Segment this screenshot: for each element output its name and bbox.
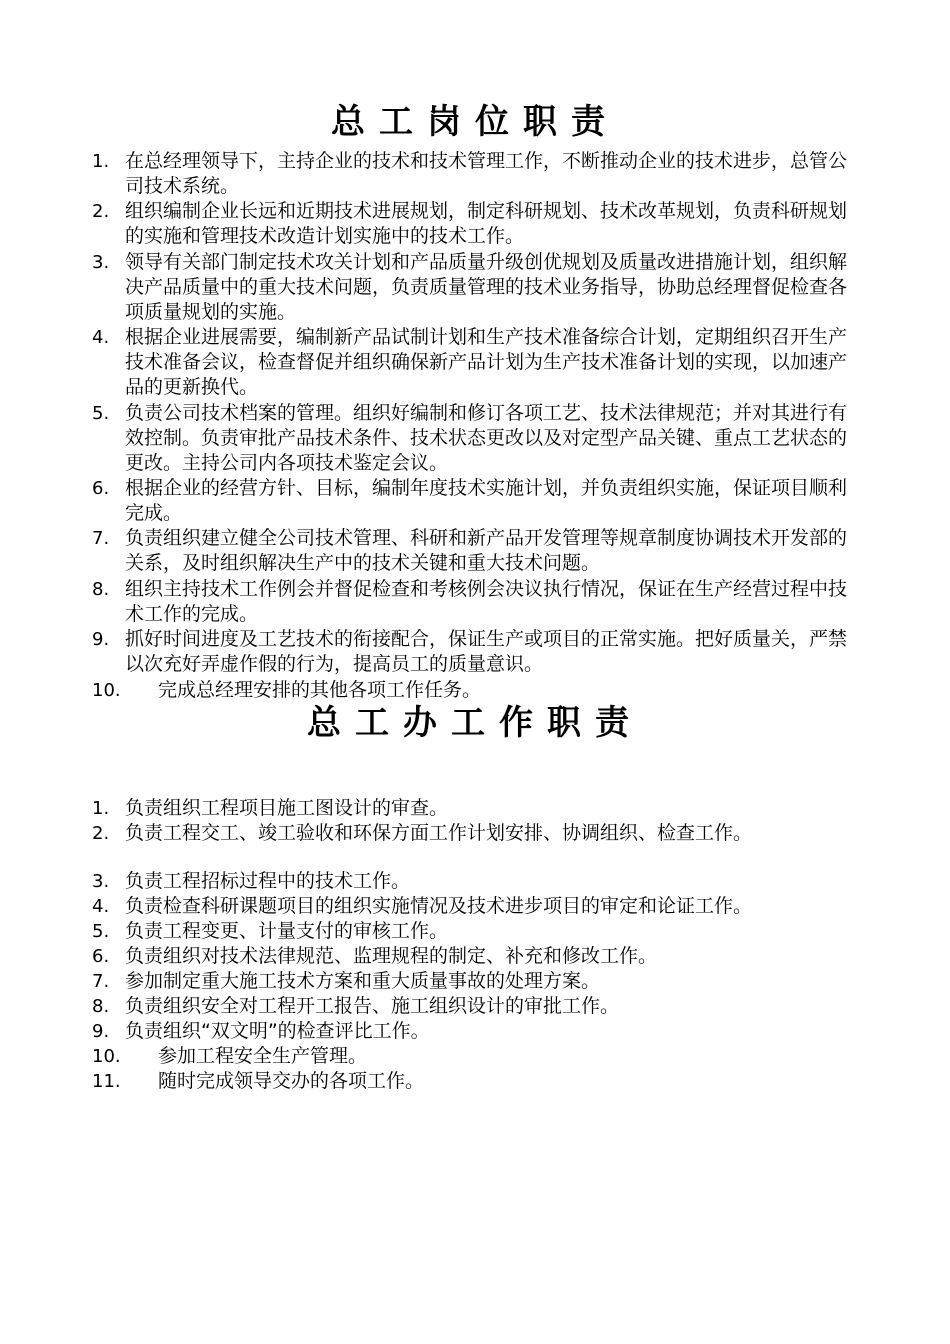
list-text: 根据企业的经营方针、目标，编制年度技术实施计划，并负责组织实施，保证项目顺利完成。 [125, 476, 848, 524]
list-text: 参加工程安全生产管理。 [158, 1045, 368, 1067]
list-number: 6. [92, 946, 110, 967]
list-text: 负责组织工程项目施工图设计的审查。 [125, 797, 449, 819]
list-text: 负责工程招标过程中的技术工作。 [125, 870, 411, 892]
list-item [0, 476, 950, 526]
list-item [0, 944, 950, 969]
list-text: 参加制定重大施工技术方案和重大质量事故的处理方案。 [125, 970, 601, 992]
list-text: 抓好时间进度及工艺技术的衔接配合，保证生产或项目的正常实施。把好质量关，严禁以次充好弄虚作假的行为，提高员工的质量意识。 [125, 628, 848, 676]
list-number: 3. [92, 871, 110, 892]
list-text: 在总经理领导下，主持企业的技术和技术管理工作，不断推动企业的技术进步，总管公司技术系统。 [125, 150, 848, 197]
section-title: 总工办工作职责 [307, 703, 643, 743]
section-title: 总工岗位职责 [331, 102, 619, 142]
list-item [0, 994, 950, 1019]
list-item [0, 401, 950, 476]
list-number: 10. [92, 1046, 121, 1067]
list-number: 6. [92, 477, 110, 499]
list-item [0, 577, 950, 627]
list-number: 5. [92, 402, 110, 424]
list-text: 根据企业进展需要，编制新产品试制计划和生产技术准备综合计划，定期组织召开生产技术准备会议，检查督促并组织确保新产品计划为生产技术准备计划的实现，以加速产品的更新换代。 [125, 326, 848, 399]
office-duties-list [0, 796, 950, 1094]
list-text: 负责组织对技术法律规范、监理规程的制定、补充和修改工作。 [125, 945, 658, 967]
list-number: 4. [92, 896, 110, 917]
list-text: 完成总经理安排的其他各项工作任务。 [158, 678, 482, 701]
list-item [0, 894, 950, 919]
list-number: 10. [92, 679, 121, 701]
list-text: 负责公司技术档案的管理。组织好编制和修订各项工艺、技术法律规范；并对其进行有效控制。负责审批产品技术条件、技术状态更改以及对定型产品关键、重点工艺状态的更改。主持公司内各项技术鉴定会议。 [125, 401, 848, 474]
list-number: 2. [92, 823, 110, 844]
list-item [0, 969, 950, 994]
list-text: 组织主持技术工作例会并督促检查和考核例会决议执行情况，保证在生产经营过程中技术工作的完成。 [125, 577, 848, 625]
list-item [0, 627, 950, 677]
list-item [0, 1019, 950, 1044]
list-text: 组织编制企业长远和近期技术进展规划，制定科研规划、技术改革规划，负责科研规划的实施和管理技术改造计划实施中的技术工作。 [125, 200, 848, 248]
list-item [0, 250, 950, 325]
list-text: 负责组织安全对工程开工报告、施工组织设计的审批工作。 [125, 995, 620, 1017]
list-item [0, 869, 950, 894]
list-text: 随时完成领导交办的各项工作。 [158, 1070, 425, 1092]
list-item [0, 821, 950, 846]
list-item [0, 149, 950, 199]
list-number: 4. [92, 327, 110, 349]
list-item [0, 199, 950, 249]
list-number: 5. [92, 921, 110, 942]
list-item [0, 919, 950, 944]
list-number: 7. [92, 971, 110, 992]
list-number: 8. [92, 996, 110, 1017]
list-text: 负责工程交工、竣工验收和环保方面工作计划安排、协调组织、检查工作。 [125, 822, 753, 844]
list-text: 负责组织建立健全公司技术管理、科研和新产品开发管理等规章制度协调技术开发部的关系，及时组织解决生产中的技术关键和重大技术问题。 [125, 527, 848, 575]
list-text: 负责检查科研课题项目的组织实施情况及技术进步项目的审定和论证工作。 [125, 895, 753, 917]
list-text: 负责工程变更、计量支付的审核工作。 [125, 920, 449, 942]
list-item [0, 678, 950, 703]
list-number: 7. [92, 528, 110, 550]
list-number: 1. [92, 798, 110, 819]
list-number: 3. [92, 251, 110, 273]
list-number: 1. [92, 151, 110, 172]
duties-list [0, 149, 950, 703]
list-number: 8. [92, 578, 110, 600]
list-item [0, 325, 950, 400]
list-item [0, 526, 950, 576]
list-text: 负责组织“双文明”的检查评比工作。 [125, 1020, 430, 1042]
list-text: 领导有关部门制定技术攻关计划和产品质量升级创优规划及质量改进措施计划，组织解决产品质量中的重大技术问题，负责质量管理的技术业务指导，协助总经理督促检查各项质量规划的实施。 [125, 250, 848, 323]
list-item [0, 1044, 950, 1069]
list-item [0, 1069, 950, 1094]
list-number: 9. [92, 1021, 110, 1042]
list-number: 9. [92, 629, 110, 651]
list-number: 2. [92, 201, 110, 223]
list-item [0, 796, 950, 821]
list-number: 11. [92, 1071, 121, 1092]
